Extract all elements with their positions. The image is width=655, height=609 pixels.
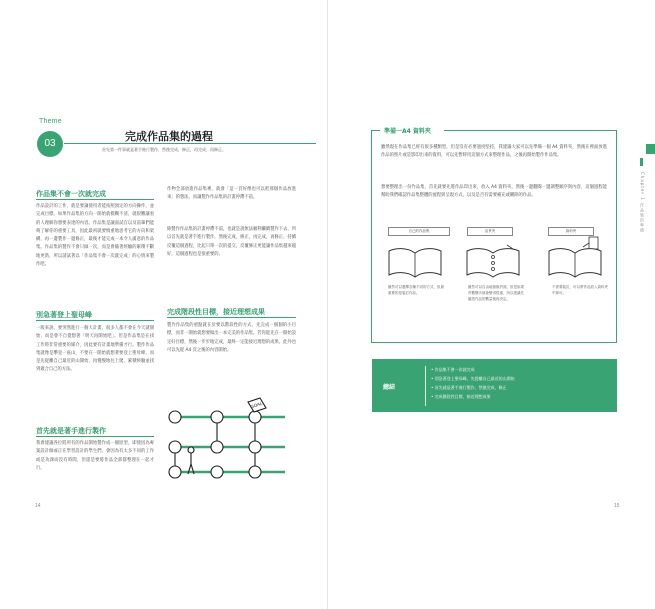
section-heading-2: 別急著登上聖母峰 (36, 311, 92, 319)
section-paragraph-2: 一般來說，要突然進行一個大計畫，很多人都不會在今天就開始，而是會不自覺想著「明天再開始吧」。但是作品集是在找工作時非常重要的媒介，因此要有計畫地準備才行。製作作品集就像是攀登一座山，不要在一開始就想著要登上聖母峰，而是先從離自己最近的山開始，再慢慢地往上爬，累積經驗並找到適合自己的方法。 (36, 326, 154, 373)
summary-label: 總結 (383, 384, 396, 391)
left-page-number: 14 (35, 503, 41, 509)
diagram-label-binder: 活頁夾 (467, 227, 513, 236)
tip-box-paragraph-2: 想要整理出一份作品集，首先就要先將作品印出來，放入 A4 資料夾，然後一邊翻閱一邊調整順序與內容，這個過程能幫助我們確認作品集整體的流程與呈現方式，以及是否有需要補充或刪除的作品。 (381, 185, 607, 199)
chapter-side-tab (646, 144, 655, 154)
tip-box-title: 準備一A4 資料夾 (380, 126, 444, 137)
col2-paragraph-1: 作物全部放進作品集裡，就會「這一頁好像也可以把那個作品放進來」的想法，而讓製作作品集的計畫停滯不前。 (167, 187, 296, 201)
diagram-note-binder: 雖然可以自由地抽換頁面，但是如果頁數變多就會變得很重，所以建議先確認作品的數量後再決定。 (468, 285, 524, 301)
summary-item-1: • 作品集不會一次就完成 (431, 366, 475, 374)
diagram-label-folder: 資料夾 (548, 227, 594, 236)
page-gutter (327, 0, 328, 609)
col2-paragraph-3: 製作作品集的重點就在於要以階段性的方式，先完成一個個的小目標，而非一開始就想要做出一本完美的作品集。若你能先在一開始設定好目標，然後一步步地完成，最終一定能接近理想的成果。此外也可以先從 A4 頁之後的內容開始。 (167, 323, 296, 353)
section-rule-1 (36, 199, 154, 200)
page-subtitle: 首先第一件事就是著手進行製作，然後完成，修正，再完成，再修正。 (102, 147, 226, 152)
page-title: 完成作品集的過程 (125, 130, 213, 143)
col2-paragraph-2: 除製作作品集的計畫停滯不前，也就是說無法順利繼續製作下去，所以首先就是著手進行製作，然後完成，修正，再完成，再修正，持續反覆這個過程，比起只單一次的提交，反覆修正更能讓作品集越來越好，這個過程也是很重要的。 (167, 227, 296, 257)
right-page-number: 15 (614, 503, 620, 509)
summary-item-2: • 別急著登上聖母峰，先從離自己最近的山開始 (431, 375, 515, 383)
section-paragraph-3: 我會建議各位將所有的作品開始製作成一個原型，即使因為專案設計師或正在學習設計的學生們，會因為有太多不同的工作或是功課而沒有時間，但還是要將作品全部都整理在一起才行。 (36, 441, 154, 471)
goal-path-illustration (165, 392, 305, 492)
theme-number-badge: 03 (37, 131, 63, 157)
summary-item-4: • 完成階段性目標，接近理想成果 (431, 393, 491, 401)
section-heading-3: 首先就是著手進行製作 (36, 427, 106, 435)
diagram-label-bound: 自己的作品集 (388, 227, 450, 236)
theme-label: Theme (39, 118, 62, 125)
summary-item-3: • 首先就是著手進行製作，然後完成，修正 (431, 384, 507, 392)
goal-sign-text: GOAL (249, 400, 264, 410)
section-heading-1: 作品集不會一次就完成 (36, 190, 106, 198)
tip-box-paragraph-1: 雖然現在作品集已經有很多種類型，但是沒有必要過度堅持，我建議大家可以先準備一個 A4 資料夾，然後在裡面放進作品的照片或是影印出來的資料，可以先暫時用這個方式來整理作品，之後再開始製作作品集。 (381, 145, 607, 159)
section-paragraph-1: 作品設計的工作，就是要讓使用者能按照預定的方向操作，並完成目標。如果作品集的方向一開始就模糊不清，就很難讓看的人理解你想要表達的內容。作品集是讓面試官以及前輩們能夠了解你的重要工具，因此最初就要慎重地思考它的方向和架構，再一邊製作一邊修正，最後才能完成一本令人滿意的作品集。作品集的製作不會只做一次，而是會隨著經驗的累積不斷地更新，所以請試著以「作品集不會一次就完成」的心情來製作吧。 (36, 204, 154, 268)
chapter-side-marker (640, 158, 643, 166)
binder-icon (463, 243, 523, 281)
section-rule-3 (36, 436, 154, 437)
diagram-note-bound: 雖然可以選擇各種不同的方式，但最重要的是裝訂作品。 (388, 285, 444, 295)
diagram-note-folder: 不需要裝訂，可以將作品放入資料夾中即可。 (552, 285, 608, 295)
col2-heading: 完成階段性目標，接近理想成果 (167, 308, 265, 316)
open-book-icon (385, 245, 445, 281)
section-rule-2 (36, 320, 154, 321)
file-folder-icon (545, 235, 605, 281)
chapter-side-text: Chapter 1 作品集的準備 (640, 172, 645, 234)
col2-rule (167, 317, 296, 318)
summary-divider (425, 366, 426, 406)
